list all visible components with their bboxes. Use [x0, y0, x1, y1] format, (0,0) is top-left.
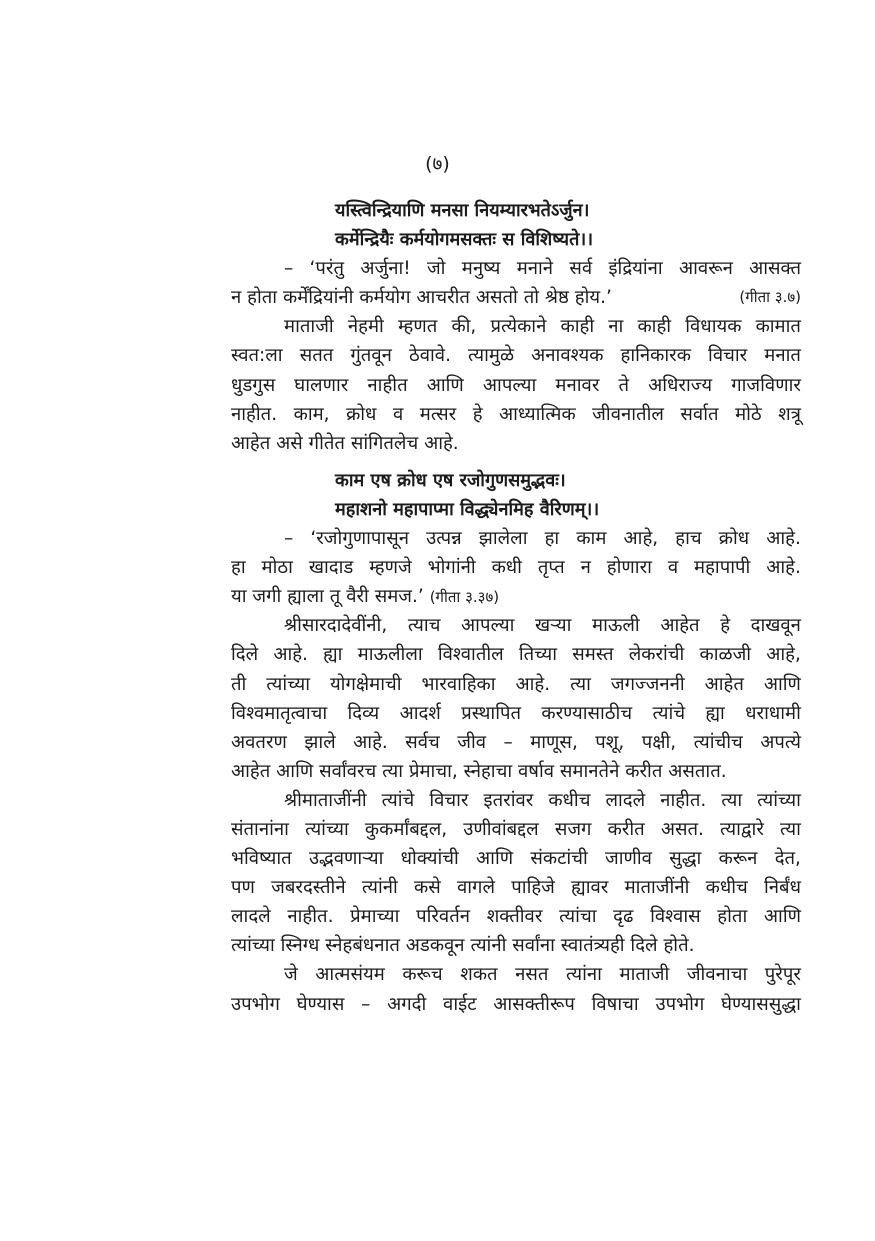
- word: करून: [718, 848, 758, 870]
- word: आहे.: [515, 673, 551, 695]
- word: पुरेपूर: [764, 964, 801, 986]
- word: माऊलीला: [357, 644, 423, 666]
- word: देत,: [774, 848, 801, 870]
- text-line: आहेत असे गीतेत सांगितलेच आहे.: [231, 432, 459, 454]
- word: उपभोग: [231, 993, 280, 1015]
- word: विश्वास: [650, 906, 701, 928]
- word: स्वत:ला: [231, 345, 283, 367]
- word: काम,: [293, 403, 330, 425]
- word: धुडगुस: [231, 374, 276, 396]
- word: सजग: [554, 818, 592, 840]
- word: त्यांच्या: [757, 789, 801, 811]
- word: उपभोग: [655, 993, 705, 1015]
- text-line: [231, 902, 801, 931]
- word: काळजी: [699, 644, 752, 666]
- word: अनावश्यक: [531, 345, 604, 367]
- text-line: [231, 341, 801, 370]
- word: ह्या: [323, 644, 343, 666]
- word: आणि: [763, 673, 801, 695]
- word: हाच: [675, 528, 702, 550]
- word: घेण्याससुद्धा: [721, 993, 801, 1015]
- word: दृढ: [613, 906, 634, 928]
- word: होणारा: [606, 557, 652, 579]
- paragraph: [231, 312, 801, 457]
- word: त्यांना: [566, 964, 602, 986]
- word: व: [392, 403, 404, 425]
- text-line: [231, 254, 801, 283]
- word: सुद्धा: [669, 848, 702, 870]
- word: आहेत: [660, 615, 700, 637]
- word: उणीवांबद्दल: [463, 818, 539, 840]
- gita-reference: (गीता ३.७): [739, 288, 801, 307]
- word: ते: [618, 374, 630, 396]
- word: आणि: [763, 906, 801, 928]
- sanskrit-verse-2: [231, 466, 801, 524]
- word: ‘रजोगुणापासून: [310, 528, 409, 550]
- verse-translation-2: [231, 524, 801, 611]
- word: वागले: [456, 877, 496, 899]
- word: म्हणजे: [369, 557, 412, 579]
- word: पाहिजे: [511, 877, 555, 899]
- word: –: [503, 731, 513, 753]
- word: अर्जुना!: [360, 258, 411, 280]
- word: क्रोध: [718, 528, 750, 550]
- word: त्याच: [407, 615, 441, 637]
- word: मनुष्य: [461, 258, 501, 280]
- word: करूच: [402, 964, 443, 986]
- word: त्यांचा: [559, 906, 597, 928]
- word: मनाने: [516, 258, 554, 280]
- word: असत.: [660, 818, 704, 840]
- text-line: [231, 312, 801, 341]
- word: म्हणत: [397, 316, 438, 338]
- word: नाहीत.: [231, 403, 278, 425]
- word: जबरदस्तीने: [271, 877, 346, 899]
- word: आध्यात्मिक: [499, 403, 576, 425]
- sanskrit-verse-1: [231, 196, 801, 254]
- word: त्याद्वारे: [720, 818, 764, 840]
- word: भोगांनी: [427, 557, 476, 579]
- word: उद्भवणाऱ्या: [308, 848, 384, 870]
- word: लेकरांची: [628, 644, 685, 666]
- word: आहे.: [353, 731, 388, 753]
- word: –: [284, 528, 294, 550]
- word: क्रोध: [346, 403, 377, 425]
- word: आहे,: [766, 644, 801, 666]
- word: विषाचा: [591, 993, 639, 1015]
- text-line: [231, 786, 801, 815]
- word: संकटांची: [530, 848, 588, 870]
- verse-line: काम एष क्रोध एष रजोगुणसमुद्भवः।: [335, 469, 566, 491]
- paragraph: [231, 611, 801, 786]
- word: गुंतवून: [350, 345, 392, 367]
- word: जगज्जननी: [610, 673, 685, 695]
- word: आसक्त: [749, 258, 801, 280]
- text-column: [231, 196, 801, 1019]
- word: सतत: [299, 345, 334, 367]
- word: भारवाहिका: [421, 673, 496, 695]
- word: अधिराज्य: [648, 374, 713, 396]
- word: ह्यावर: [571, 877, 609, 899]
- word: अवतरण: [231, 731, 287, 753]
- word: जाणीव: [605, 848, 652, 870]
- word: नेहमी: [347, 316, 384, 338]
- text-line-body: न होता कर्मेंद्रियांनी कर्मयोग आचरीत असतो तो श्रेष्ठ होय.’: [231, 287, 612, 309]
- word: मोठा: [261, 557, 293, 579]
- word: जीवनाचा: [686, 964, 748, 986]
- word: इंद्रियांना: [608, 258, 663, 280]
- word: मनावर: [555, 374, 600, 396]
- word: आसक्तीरूप: [493, 993, 575, 1015]
- text-line: [231, 960, 801, 989]
- word: त्यांचे: [381, 789, 415, 811]
- word: आहे.: [766, 528, 801, 550]
- word: आपल्या: [482, 374, 537, 396]
- word: श्रीमाताजींनी: [284, 789, 367, 811]
- word: माताजी: [284, 316, 334, 338]
- word: होता: [717, 906, 748, 928]
- word: धोक्यांची: [400, 848, 459, 870]
- word: मत्सर: [419, 403, 457, 425]
- text-line: आहेत आणि सर्वांवरच त्या प्रेमाचा, स्नेहाचा वर्षाव समानतेने करीत असतात.: [231, 760, 727, 782]
- word: आवरून: [679, 258, 733, 280]
- word: ना: [608, 316, 624, 338]
- word: कसे: [414, 877, 441, 899]
- word: सर्वच: [405, 731, 440, 753]
- word: घेण्यास: [296, 993, 345, 1015]
- text-line: [231, 990, 801, 1019]
- verse-line: कर्मेन्द्रियैः कर्मयोगमसक्तः स विशिष्यते।।: [335, 229, 594, 251]
- word: प्रस्थापित: [461, 702, 522, 724]
- word: कधी: [491, 557, 522, 579]
- word: त्यांचीच: [693, 731, 743, 753]
- word: पशू,: [595, 731, 625, 753]
- text-line: [231, 524, 801, 553]
- page-number: (७): [425, 153, 450, 175]
- text-line: [231, 699, 801, 728]
- word: माताजी: [619, 964, 670, 986]
- word: परिवर्तन: [416, 906, 471, 928]
- word: काम: [576, 528, 607, 550]
- word: त्या: [570, 673, 591, 695]
- word: व: [667, 557, 679, 579]
- word: निर्बंध: [763, 877, 801, 899]
- word: हा: [544, 528, 560, 550]
- word: झालेला: [478, 528, 528, 550]
- word: –: [284, 258, 294, 280]
- text-line: [231, 283, 801, 312]
- word: शत्रू: [778, 403, 801, 425]
- word: संतानांना: [231, 818, 289, 840]
- verse-line: यस्त्विन्द्रियाणि मनसा नियम्यारभतेऽर्जुन।: [335, 200, 590, 221]
- text-line: [231, 582, 801, 611]
- word: धराधामी: [745, 702, 801, 724]
- text-line: [231, 728, 801, 757]
- text-line: त्यांच्या स्निग्ध स्नेहबंधनात अडकवून त्यांनी सर्वांना स्वातंत्र्यही दिले होते.: [231, 935, 695, 957]
- word: कधीच: [548, 789, 591, 811]
- word: सर्वात: [680, 403, 719, 425]
- word: विश्वातील: [437, 644, 504, 666]
- word: माताजींनी: [624, 877, 690, 899]
- word: ह्या: [705, 702, 725, 724]
- word: काही: [560, 316, 595, 338]
- word: हानिकारक: [620, 345, 691, 367]
- word: वाईट: [443, 993, 477, 1015]
- word: हे: [472, 403, 483, 425]
- word: करण्यासाठीच: [541, 702, 633, 724]
- word: तिच्या: [518, 644, 558, 666]
- word: गाजविणार: [731, 374, 801, 396]
- word: मोठे: [735, 403, 762, 425]
- word: त्यांनी: [361, 877, 398, 899]
- word: विचार: [429, 789, 469, 811]
- word: आहे,: [623, 528, 659, 550]
- word: शकत: [460, 964, 498, 986]
- word: माऊली: [592, 615, 640, 637]
- word: तृप्त: [537, 557, 565, 579]
- word: नाहीत.: [660, 789, 707, 811]
- word: त्यांच्या: [305, 818, 349, 840]
- word: न: [580, 557, 591, 579]
- word: नसत: [515, 964, 549, 986]
- word: पक्षी,: [641, 731, 677, 753]
- paragraph: [231, 786, 801, 961]
- word: आहे.: [766, 557, 801, 579]
- word: मनात: [764, 345, 801, 367]
- word: आदर्श: [399, 702, 441, 724]
- word: हा: [231, 557, 246, 579]
- text-line: [231, 873, 801, 902]
- word: जो: [426, 258, 446, 280]
- word: जीव: [457, 731, 487, 753]
- word: जे: [284, 964, 298, 986]
- word: झाले: [304, 731, 336, 753]
- text-line: [231, 844, 801, 873]
- word: कुकर्मांबद्दल,: [364, 818, 448, 840]
- word: सर्व: [569, 258, 593, 280]
- word: विधायक: [685, 316, 742, 338]
- word: ठेवावे.: [408, 345, 451, 367]
- word: समस्त: [572, 644, 614, 666]
- text-line: [231, 640, 801, 669]
- paragraph: [231, 960, 801, 1018]
- word: अगदी: [387, 993, 427, 1015]
- word: जीवनातील: [592, 403, 664, 425]
- word: महापापी: [694, 557, 751, 579]
- text-line: [231, 553, 801, 582]
- word: त्यांच्या: [266, 673, 311, 695]
- word: भविष्यात: [231, 848, 292, 870]
- word: काही: [637, 316, 672, 338]
- verse-line: महाशनो महापाप्मा विद्ध्येनमिह वैरिणम्।।: [335, 498, 600, 520]
- word: नाहीत: [367, 374, 408, 396]
- word: आत्मसंयम: [315, 964, 385, 986]
- word: प्रेमाच्या: [350, 906, 400, 928]
- word: दिव्य: [347, 702, 380, 724]
- verse-translation-1: [231, 254, 801, 312]
- word: शक्तीवर: [486, 906, 543, 928]
- word: आहेत: [704, 673, 744, 695]
- text-line: [231, 371, 801, 400]
- word: दाखवून: [750, 615, 801, 637]
- word: दिले: [231, 644, 259, 666]
- word: लादले: [231, 906, 271, 928]
- word: विचार: [708, 345, 748, 367]
- word: खादाड: [308, 557, 354, 579]
- word: लादले: [605, 789, 646, 811]
- word: विश्वमातृत्वाचा: [231, 702, 328, 724]
- word: श्रीसारदादेवींनी,: [284, 615, 388, 637]
- text-line: [231, 815, 801, 844]
- text-line: [231, 670, 801, 699]
- word: कधीच: [705, 877, 748, 899]
- gita-reference: (गीता ३.३७): [429, 588, 500, 607]
- word: आपल्या: [461, 615, 515, 637]
- word: नाहीत.: [287, 906, 334, 928]
- word: हे: [720, 615, 731, 637]
- text-line: [231, 400, 801, 429]
- word: आहे.: [273, 644, 308, 666]
- word: कामात: [755, 316, 801, 338]
- word: माणूस,: [530, 731, 578, 753]
- word: पण: [231, 877, 255, 899]
- word: त्या: [780, 818, 801, 840]
- word: की,: [451, 316, 477, 338]
- word: ‘परंतु: [309, 258, 345, 280]
- word: –: [361, 993, 371, 1015]
- word: त्या: [721, 789, 743, 811]
- word: आणि: [426, 374, 464, 396]
- word: करीत: [607, 818, 645, 840]
- word: घालणार: [294, 374, 349, 396]
- word: प्रत्येकाने: [490, 316, 547, 338]
- word: उत्पन्न: [426, 528, 462, 550]
- word: ती: [231, 673, 247, 695]
- word: खऱ्या: [535, 615, 572, 637]
- text-line-body: या जगी ह्याला तू वैरी समज.’: [231, 586, 424, 608]
- word: त्यामुळे: [468, 345, 515, 367]
- word: इतरांवर: [483, 789, 534, 811]
- word: अपत्ये: [760, 731, 801, 753]
- word: योगक्षेमाची: [329, 673, 402, 695]
- word: आणि: [476, 848, 514, 870]
- word: त्यांचे: [652, 702, 686, 724]
- text-line: [231, 611, 801, 640]
